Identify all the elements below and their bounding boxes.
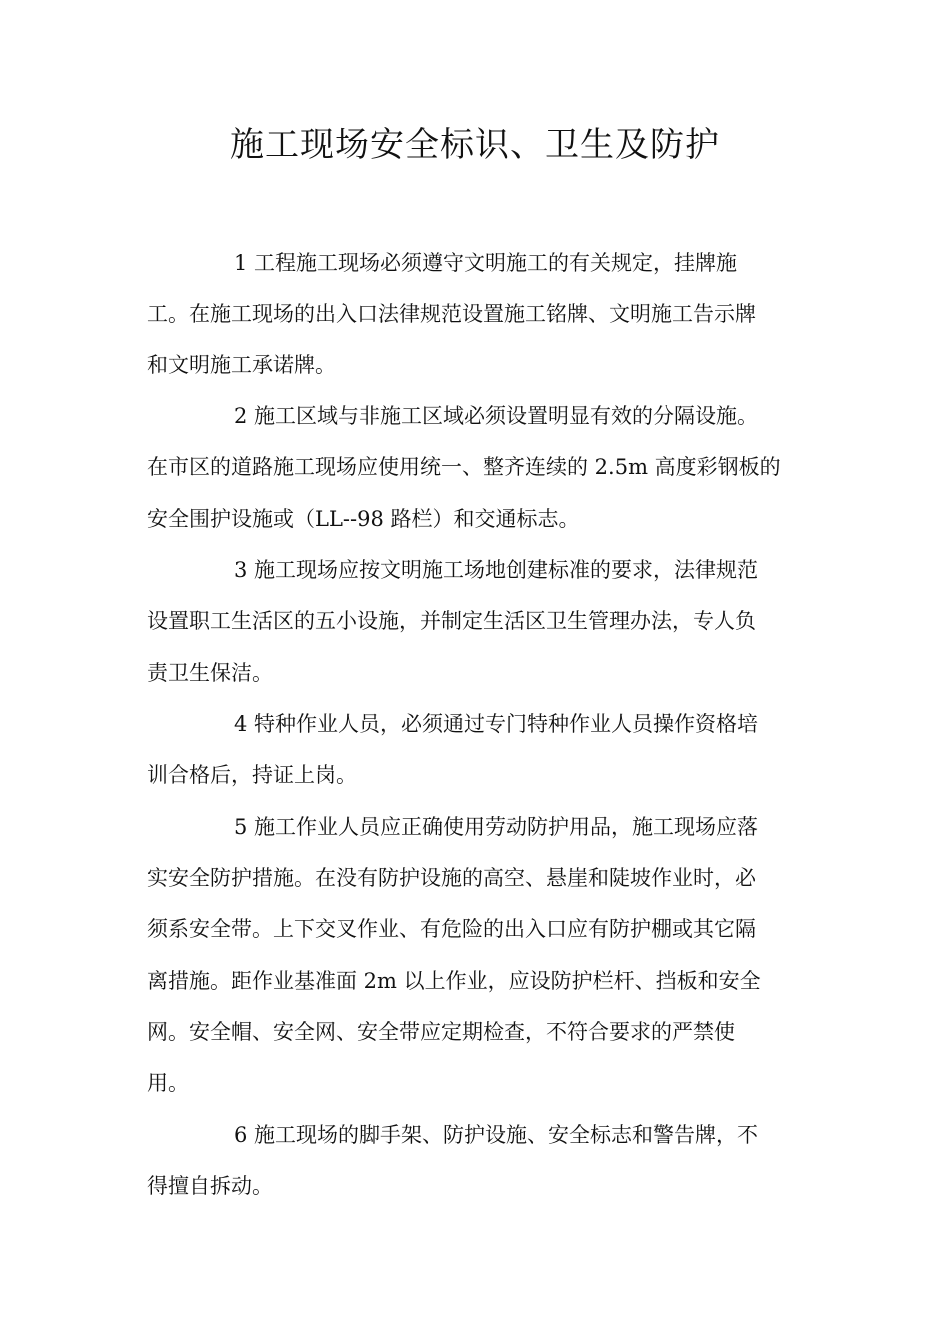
paragraph-3-line-2: 设置职工生活区的五小设施，并制定生活区卫生管理办法，专人负 — [147, 609, 756, 633]
paragraph-1-line-2: 工。在施工现场的出入口法律规范设置施工铭牌、文明施工告示牌 — [147, 302, 756, 326]
paragraph-5-line-3: 须系安全带。上下交叉作业、有危险的出入口应有防护棚或其它隔 — [147, 917, 756, 941]
paragraph-6-line-1: 6 施工现场的脚手架、防护设施、安全标志和警告牌，不 — [234, 1123, 759, 1147]
paragraph-1-line-1: 1 工程施工现场必须遵守文明施工的有关规定，挂牌施 — [234, 251, 738, 275]
paragraph-1-line-3: 和文明施工承诺牌。 — [147, 353, 336, 377]
paragraph-2-line-3: 安全围护设施或（LL--98 路栏）和交通标志。 — [147, 507, 580, 531]
paragraph-4-line-1: 4 特种作业人员，必须通过专门特种作业人员操作资格培 — [234, 712, 759, 736]
paragraph-5-line-6: 用。 — [147, 1071, 189, 1095]
document-title: 施工现场安全标识、卫生及防护 — [230, 125, 720, 165]
paragraph-5-line-1: 5 施工作业人员应正确使用劳动防护用品，施工现场应落 — [234, 815, 759, 839]
paragraph-6-line-2: 得擅自拆动。 — [147, 1174, 273, 1198]
paragraph-4-line-2: 训合格后，持证上岗。 — [147, 763, 357, 787]
paragraph-2-line-2: 在市区的道路施工现场应使用统一、整齐连续的 2.5m 高度彩钢板的 — [147, 455, 781, 479]
paragraph-5-line-2: 实安全防护措施。在没有防护设施的高空、悬崖和陡坡作业时，必 — [147, 866, 756, 890]
paragraph-2-line-1: 2 施工区域与非施工区域必须设置明显有效的分隔设施。 — [234, 404, 759, 428]
paragraph-3-line-3: 责卫生保洁。 — [147, 661, 273, 685]
paragraph-5-line-4: 离措施。距作业基准面 2m 以上作业，应设防护栏杆、挡板和安全 — [147, 969, 761, 993]
paragraph-3-line-1: 3 施工现场应按文明施工场地创建标准的要求，法律规范 — [234, 558, 759, 582]
paragraph-5-line-5: 网。安全帽、安全网、安全带应定期检查，不符合要求的严禁使 — [147, 1020, 735, 1044]
